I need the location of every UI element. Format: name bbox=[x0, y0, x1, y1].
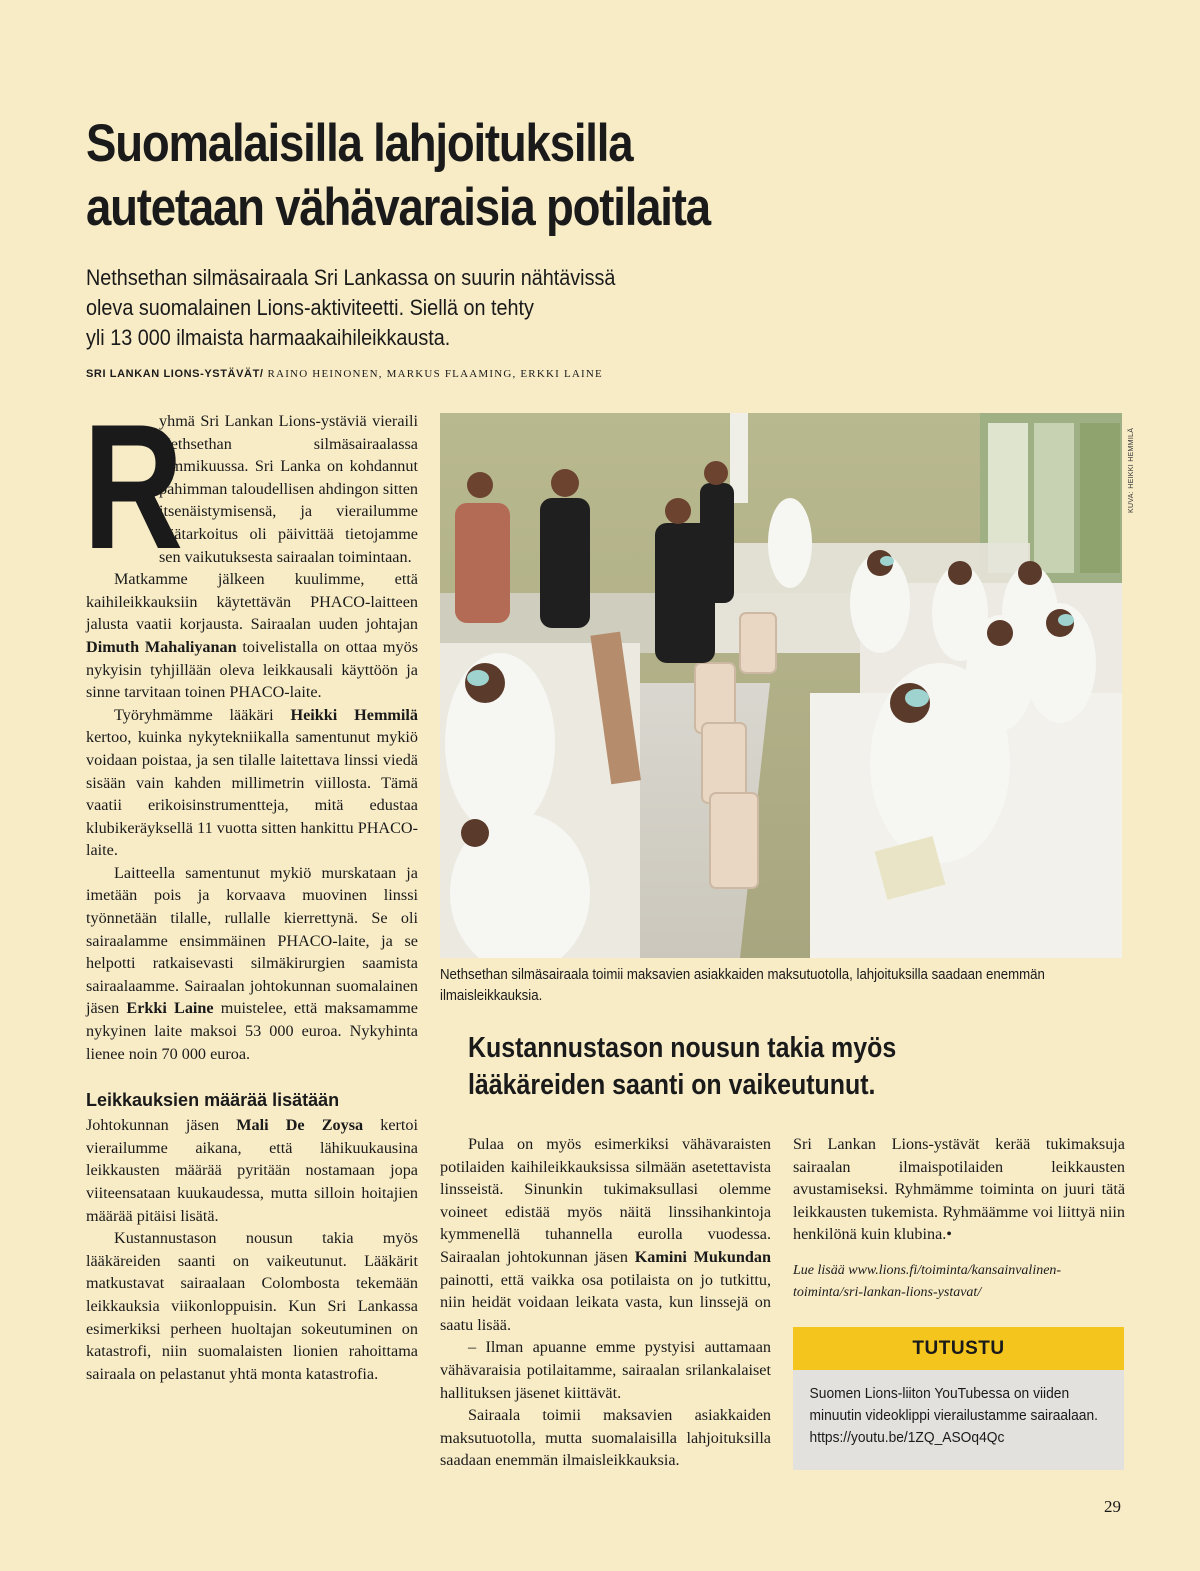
info-box-heading: TUTUSTU bbox=[793, 1327, 1124, 1370]
paragraph-4-text-b: muistelee, että maksamamme nykyinen laite maksoi 53 000 euroa. Nykyhinta lienee noin 70 000 euroa. bbox=[86, 999, 418, 1063]
subheading: Leikkauksien määrää lisätään bbox=[86, 1090, 340, 1111]
right-column bbox=[793, 1133, 1125, 1304]
lead-line-2: oleva suomalainen Lions-aktiviteetti. Siellä on tehty bbox=[86, 295, 534, 320]
lead-line-3: yli 13 000 ilmaista harmaakaihileikkausta. bbox=[86, 325, 451, 350]
article-title bbox=[86, 112, 740, 240]
paragraph-5 bbox=[86, 1114, 418, 1227]
photo-illustration bbox=[440, 413, 1122, 958]
mid-paragraph-1-text-b: painotti, että vaikka osa potilaista on jo tutkittu, niin heidät voidaan leikata vasta, kun linssejä on saatu lisää. bbox=[440, 1270, 771, 1334]
paragraph-3-text-b: kertoo, kuinka nykytekniikalla samentunut mykiö voidaan poistaa, ja sen tilalle laitettava linssi viedä sisään vain kahden millimetrin viillosta. Tämä vaatii erikoisinstrumentteja, mitä edustaa klubikeräyksellä 11 vuotta sitten hankittu PHACO-laite. bbox=[86, 728, 418, 860]
paragraph-1-text: yhmä Sri Lankan Lions-ystäviä vieraili Nethsethan silmäsairaalassa tammikuussa. Sri Lanka on kohdannut pahimman taloudellisen ahdingon sitten itsenäistymisensä, ja vierailumme päätarkoitus oli päivittää tietojamme sen vaikutuksesta sairaalan toimintaan. bbox=[159, 412, 418, 566]
name-dimuth: Dimuth Mahaliyanan bbox=[86, 637, 237, 656]
paragraph-2 bbox=[86, 568, 418, 704]
paragraph-6: Kustannustason nousun takia myös lääkäreiden saanti on vaikeutunut. Lääkärit matkustavat sairaalaan Colombosta tekemään leikkauksia viikonloppuisin. Kun Sri Lankassa esimerkiksi perheen huoltajan sokeutuminen on katastrofi, niin suomalaisten lionien rahoittama sairaala on pelastanut yhtä monta katastrofia. bbox=[86, 1229, 418, 1383]
paragraph-3-text-a: Työryhmämme lääkäri bbox=[114, 705, 291, 724]
mid-paragraph-2: – Ilman apuanne emme pystyisi auttamaan vähävaraisia potilaitamme, sairaalan srilankalaiset hallituksen jäsenet kiittävät. bbox=[440, 1338, 771, 1402]
paragraph-5-text-a: Johtokunnan jäsen bbox=[86, 1116, 237, 1135]
page-number: 29 bbox=[1104, 1497, 1121, 1516]
hospital-ward-photo bbox=[440, 413, 1122, 958]
title-line-1: Suomalaisilla lahjoituksilla bbox=[86, 114, 633, 173]
article-lead bbox=[86, 263, 716, 353]
byline-authors: RAINO HEINONEN, MARKUS FLAAMING, ERKKI LAINE bbox=[263, 368, 603, 380]
lead-line-1: Nethsethan silmäsairaala Sri Lankassa on suurin nähtävissä bbox=[86, 265, 616, 290]
name-kamini: Kamini Mukundan bbox=[634, 1247, 771, 1266]
info-box-text: Suomen Lions-liiton YouTubessa on viiden minuutin videoklippi vierailustamme sairaalaan. https://youtu.be/1ZQ_ASOq4Qc bbox=[809, 1385, 1098, 1446]
byline bbox=[86, 368, 603, 380]
name-erkki: Erkki Laine bbox=[126, 999, 214, 1018]
mid-paragraph-1 bbox=[440, 1133, 771, 1336]
right-paragraph-1: Sri Lankan Lions-ystävät kerää tukimaksuja sairaalan ilmaispotilaiden leikkausten avustamiseksi. Ryhmämme toiminta on juuri tätä leikkausten tukemista. Ryhmäämme voi liittyä niin henkilönä kuin klubina.• bbox=[793, 1135, 1125, 1244]
drop-cap: R bbox=[83, 387, 184, 586]
info-box bbox=[793, 1327, 1124, 1470]
photo-caption: Nethsethan silmäsairaala toimii maksavien asiakkaiden maksutuotolla, lahjoituksilla saadaan enemmän ilmaisleikkauksia. bbox=[440, 967, 1045, 1004]
paragraph-2-text-b: toivelistalla on ottaa myös nykyisin tyhjillään oleva leikkausali käyttöön ja sinne tarvitaan toinen PHACO-laite. bbox=[86, 637, 418, 702]
middle-column bbox=[440, 1133, 771, 1472]
mid-paragraph-1-text-a: Pulaa on myös esimerkiksi vähävaraisten potilaiden kaihileikkauksissa silmään asetettavista linsseistä. Sinunkin tukimaksullasi olemme voineet edistää myös näitä linssihankintoja kymmenellä tuhannella eurolla vuodessa. Sairaalan johtokunnan jäsen bbox=[440, 1135, 771, 1266]
title-line-2: autetaan vähävaraisia potilaita bbox=[86, 178, 710, 237]
paragraph-2-text-a: Matkamme jälkeen kuulimme, että kaihileikkauksiin käytettävän PHACO-laitteen jalusta vaatii korjausta. Sairaalan uuden johtajan bbox=[86, 570, 418, 634]
pull-quote bbox=[468, 1030, 950, 1104]
paragraph-4-text-a: Laitteella samentunut mykiö murskataan ja imetään pois ja korvaava muovinen linssi työnnetään tilalle, rullalle kierrettynä. Se oli sairaalamme ensimmäinen PHACO-laite, ja se helpotti ratkaisevasti silmäkirurgien saamista sairaalaamme. Sairaalan johtokunnan suomalainen jäsen bbox=[86, 863, 418, 1018]
paragraph-4 bbox=[86, 862, 418, 1065]
name-mali: Mali De Zoysa bbox=[236, 1116, 364, 1135]
read-more-link[interactable]: Lue lisää www.lions.fi/toiminta/kansainvalinen-toiminta/sri-lankan-lions-ystavat/ bbox=[793, 1262, 1062, 1300]
byline-org: SRI LANKAN LIONS-YSTÄVÄT/ bbox=[86, 368, 264, 380]
paragraph-5-text-b: kertoi vierailumme aikana, että lähikuukausina leikkausten määrää pyritään nostamaan jopa viiteensataan kuukaudessa, mutta silloin hoitajien määrää pitäisi lisätä. bbox=[86, 1116, 419, 1225]
mid-paragraph-3: Sairaala toimii maksavien asiakkaiden maksutuotolla, mutta suomalaisilla lahjoituksilla saadaan enemmän ilmaisleikkauksia. bbox=[440, 1406, 771, 1470]
photo-credit: KUVA: HEIKKI HEMMILÄ bbox=[1128, 427, 1135, 513]
paragraph-1 bbox=[83, 387, 418, 586]
left-column bbox=[83, 387, 419, 1385]
pull-quote-line-1: Kustannustason nousun takia myös bbox=[468, 1032, 897, 1064]
paragraph-3 bbox=[86, 704, 418, 862]
pull-quote-line-2: lääkäreiden saanti on vaikeutunut. bbox=[468, 1069, 876, 1101]
name-heikki: Heikki Hemmilä bbox=[290, 705, 419, 724]
